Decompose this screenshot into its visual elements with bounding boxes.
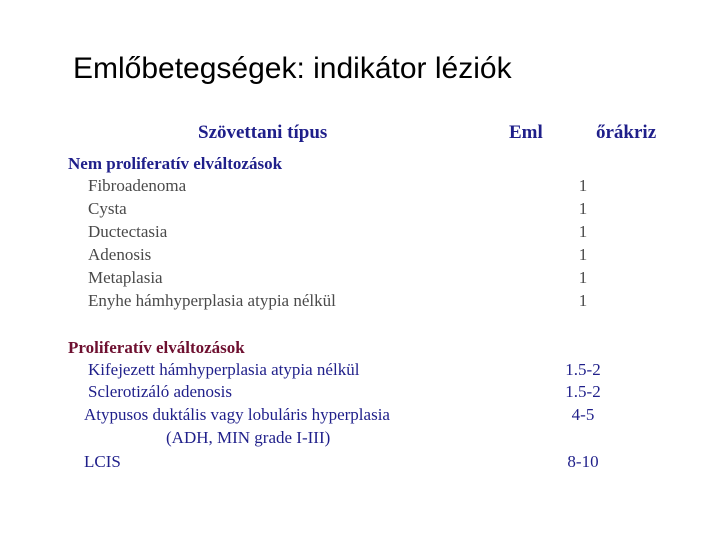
row-value: 1 xyxy=(578,199,588,218)
row-name: Metaplasia xyxy=(88,268,163,287)
section-label-nonproliferative: Nem proliferatív elváltozások xyxy=(68,154,283,173)
column-header-risk-part1: Eml xyxy=(509,122,543,143)
row-name: Cysta xyxy=(88,199,127,218)
row-value: 1 xyxy=(578,245,588,264)
row-name: LCIS xyxy=(84,452,121,471)
row-value: 1 xyxy=(578,176,588,195)
row-name: Enyhe hámhyperplasia atypia nélkül xyxy=(88,291,336,310)
row-value: 8-10 xyxy=(567,452,599,471)
row-name: Kifejezett hámhyperplasia atypia nélkül xyxy=(88,360,360,379)
row-name: Sclerotizáló adenosis xyxy=(88,382,232,401)
slide-title: Emlőbetegségek: indikátor léziók xyxy=(73,52,512,85)
row-value: 1 xyxy=(578,222,588,241)
row-name: Adenosis xyxy=(88,245,152,264)
row-value: 1 xyxy=(578,291,588,310)
row-name: Ductectasia xyxy=(88,222,168,241)
section-label-proliferative: Proliferatív elváltozások xyxy=(68,338,245,357)
row-value: 1 xyxy=(578,268,588,287)
row-name-continuation: (ADH, MIN grade I-III) xyxy=(166,428,331,447)
row-value: 4-5 xyxy=(571,405,595,424)
row-value: 1.5-2 xyxy=(565,382,601,401)
column-header-tissue-type: Szövettani típus xyxy=(198,122,328,143)
row-value: 1.5-2 xyxy=(565,360,601,379)
column-header-risk-part2: őrákriz xyxy=(596,122,657,143)
row-name: Fibroadenoma xyxy=(88,176,187,195)
row-name: Atypusos duktális vagy lobuláris hyperplasia xyxy=(84,405,390,424)
